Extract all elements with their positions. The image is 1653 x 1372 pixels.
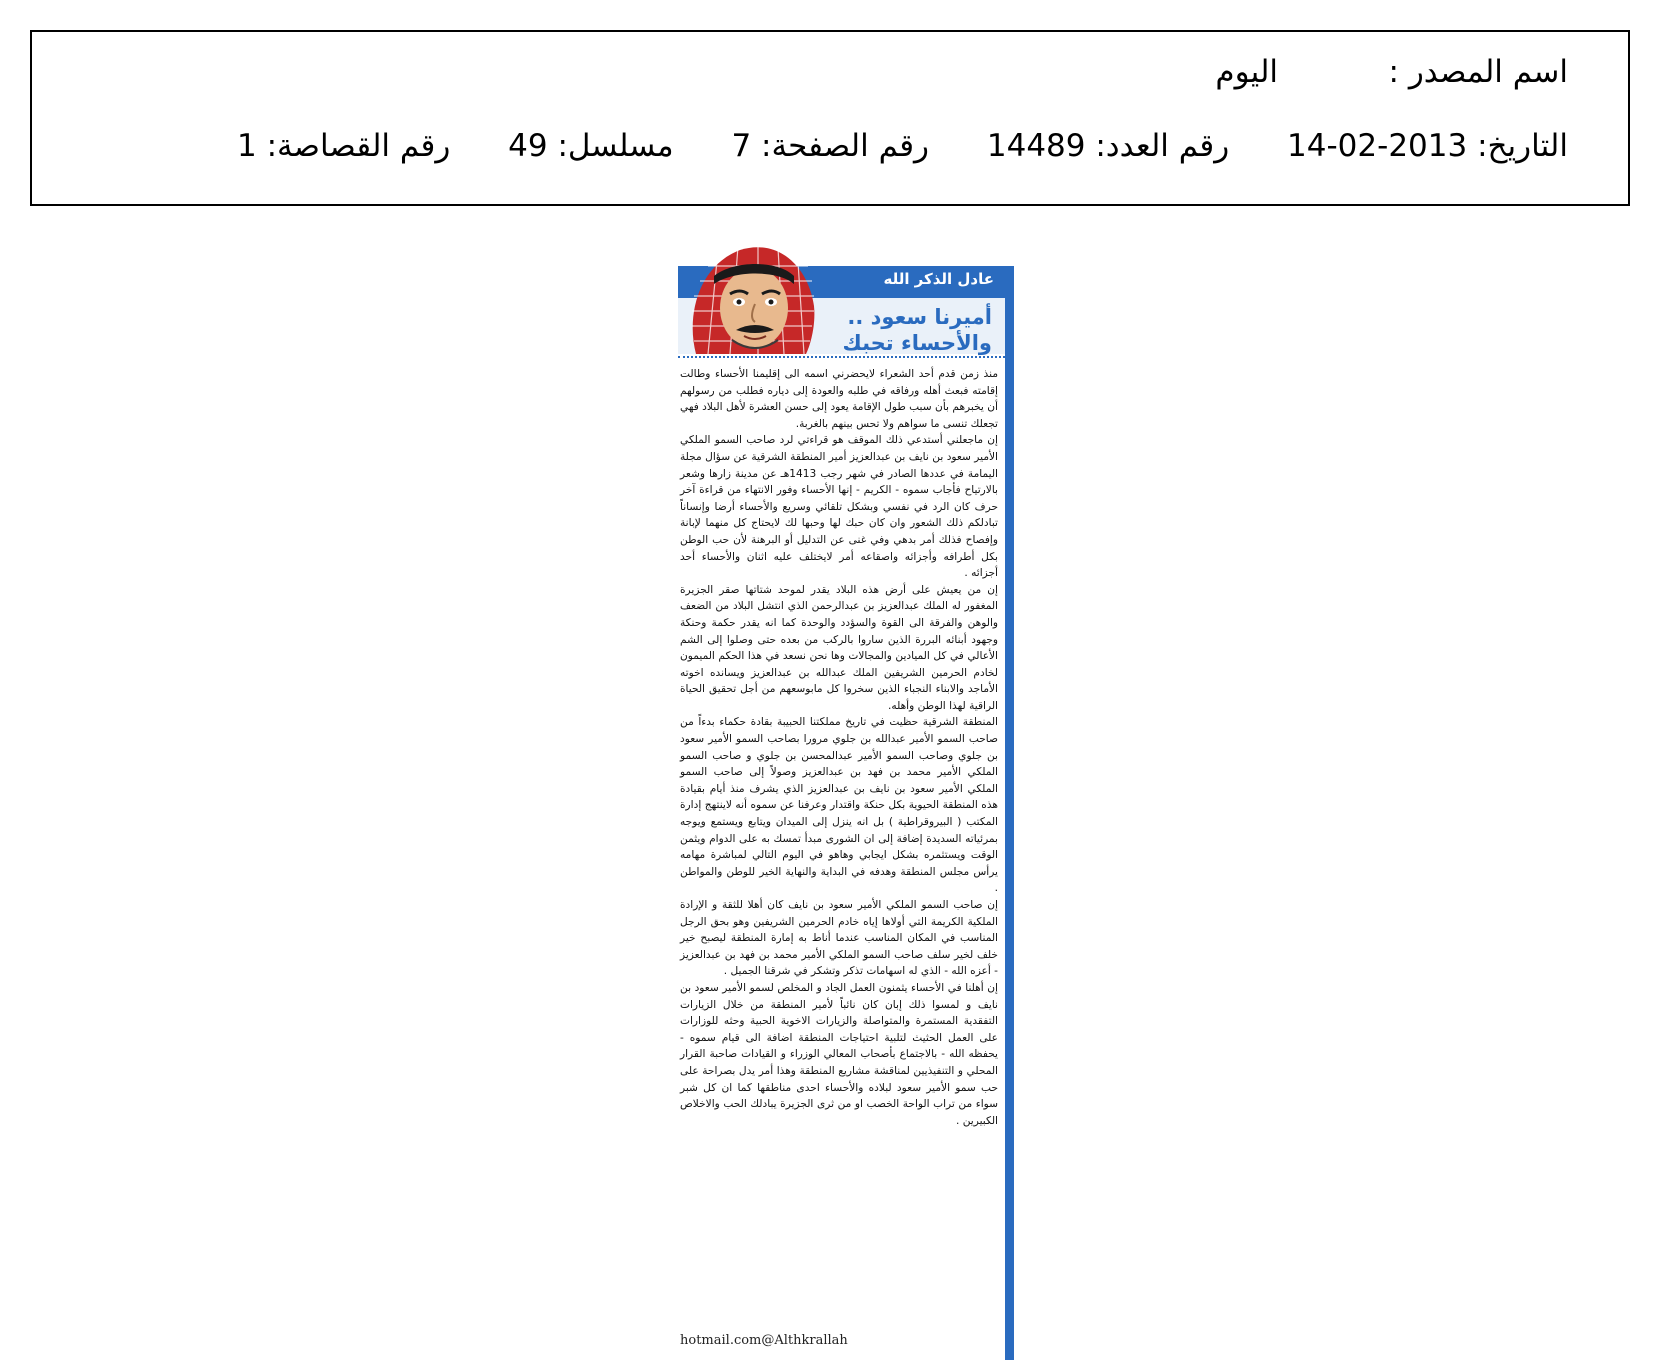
date-value: 2013-02-14 xyxy=(1287,128,1468,164)
metadata-box xyxy=(30,30,1630,206)
page-label: رقم الصفحة: xyxy=(761,128,930,164)
issue-label: رقم العدد: xyxy=(1095,128,1230,164)
article-paragraph-5: إن صاحب السمو الملكي الأمير سعود بن نايف كان أهلا للثقة و الإرادة الملكية الكريمة التي أولاها إياه خادم الحرمين الشريفين وهو بحق الرجل المناسب في المكان المناسب عندما أناط به إمارة المنطقة ليصبح خير خلف لخير سلف صاحب السمو الملكي الأمير محمد بن فهد بن عبدالعزيز - أعزه الله - الذي له اسهامات تذكر وتشكر في شرقنا الجميل . xyxy=(680,899,998,978)
serial-label: مسلسل: xyxy=(557,128,674,164)
source-row xyxy=(1215,54,1568,90)
serial-field xyxy=(508,128,673,164)
article-body xyxy=(680,366,998,1129)
page-value: 7 xyxy=(731,128,752,164)
date-field xyxy=(1287,128,1568,164)
article-paragraph-2: إن ماجعلني أستدعي ذلك الموقف هو قراءتي لرد صاحب السمو الملكي الأمير سعود بن نايف بن عبدالعزيز أمير المنطقة الشرقية عن سؤال مجلة اليمامة في عددها الصادر في شهر رجب 1413هـ عن مدينة زارها وشعر بالارتياح فأجاب سموه - الكريم - إنها الأحساء وفور الانتهاء من قراءة آخر حرف كان الرد في نفسي وبشكل تلقائي وسريع والأحساء أرضا وإنساناً تبادلكم ذلك الشعور وان كان حبك لها وحبها لك لايحتاج كل منهما لإبانة وإفصاح فذلك أمر بدهي وفي غنى عن التدليل أو البرهنة لأن حب الوطن بكل أطرافه وأجزائه واصقاعه أمر لايختلف عليه اثنان والأحساء أحد أجزائه . xyxy=(680,434,998,580)
article-paragraph-6: إن أهلنا في الأحساء يثمنون العمل الجاد و المخلص لسمو الأمير سعود بن نايف و لمسوا ذلك إبان كان نائباً لأمير المنطقة من خلال الزيارات التفقدية المستمرة والمتواصلة والزيارات الاخوية الحبية وحثه للوزارات على العمل الحثيث لتلبية احتياجات المنطقة اضافة الى قيام سموه - يحفظه الله - بالاجتماع بأصحاب المعالي الوزراء و القيادات صاحبة القرار المحلي و التنفيذيين لمناقشة مشاريع المنطقة وهذا أمر يدل بصراحة على حب سمو الأمير سعود لبلاده والأحساء احدى مناطقها كما ان كل شبر سواء من تراب الواحة الخصب او من ثرى الجزيرة يبادلك الحب والاخلاص الكبيرين . xyxy=(680,981,998,1127)
details-row xyxy=(237,128,1568,164)
headline xyxy=(843,304,992,356)
clip-field xyxy=(237,128,450,164)
serial-value: 49 xyxy=(508,128,548,164)
article-paragraph-3: إن من يعيش على أرض هذه البلاد يقدر لموحد شتاتها صقر الجزيرة المغفور له الملك عبدالعزيز بن عبدالرحمن الذي انتشل البلاد من الضعف والوهن والفرقة الى القوة والسؤدد والوحدة كما انه يقدر حكمة وحنكة وجهود أبنائه البررة الذين ساروا بالركب من بعده حتى وصلوا إلى الشم الأعالي في كل الميادين والمجالات وها نحن نسعد في هذا الحكم الميمون لخادم الحرمين الشريفين الملك عبدالله بن عبدالعزيز ويسانده اخوته الأماجد والابناء النجباء الذين سخروا كل مابوسعهم من أجل تحقيق الحياة الراقية لهذا الوطن وأهله. xyxy=(680,583,998,712)
article-paragraph-1: منذ زمن قدم أحد الشعراء لايحضرني اسمه الى إقليمنا الأحساء وطالت إقامته فبعث أهله ورفاقه في طلبه والعودة إلى دياره فطلب من رسولهم أن يخبرهم بأن سبب طول الإقامة يعود إلى حسن العشرة لأهل البلاد فهي تجعلك تنسى ما سواهم ولا تحس بينهم بالغربة. xyxy=(680,368,998,430)
headline-line-1: أميرنا سعود .. xyxy=(847,305,992,329)
author-portrait-icon xyxy=(678,236,818,356)
author-name: عادل الذكر الله xyxy=(883,270,994,288)
header-divider xyxy=(678,356,1005,358)
source-label: اسم المصدر : xyxy=(1388,54,1568,90)
author-email: hotmail.com@Althkrallah xyxy=(680,1333,848,1348)
column-header xyxy=(678,236,1014,358)
issue-value: 14489 xyxy=(986,128,1086,164)
issue-field xyxy=(987,128,1229,164)
headline-line-2: والأحساء تحبك xyxy=(842,331,992,355)
newspaper-clipping xyxy=(678,236,1014,1360)
article-paragraph-4: المنطقة الشرقية حظيت في تاريخ مملكتنا الحبيبة بقادة حكماء بدءاً من صاحب السمو الأمير عبدالله بن جلوي مرورا بصاحب السمو الأمير سعود بن جلوي وصاحب السمو الأمير عبدالمحسن بن جلوي و صاحب السمو الملكي الأمير محمد بن فهد بن عبدالعزيز وصولاً إلى صاحب السمو الملكي الأمير سعود بن نايف بن عبدالعزيز الذي يشرف منذ أيام بقيادة هذه المنطقة الحيوية بكل حنكة واقتدار وعرفنا عن سموه أنه لاينتهج إدارة المكتب ( البيروقراطية ) بل انه ينزل إلى الميدان ويتابع ويستمع ويوجه بمرئياته السديدة إضافة إلى ان الشورى مبدأ تمسك به على الدوام ويثمن الوقت ويستثمره بشكل ايجابي وهاهو في اليوم التالي لمباشرة مهامه يرأس مجلس المنطقة وهدفه في البداية والنهاية الخير للوطن والمواطن . xyxy=(680,716,998,895)
page-field xyxy=(731,128,929,164)
date-label: التاريخ: xyxy=(1477,128,1568,164)
clip-value: 1 xyxy=(236,128,257,164)
source-value: اليوم xyxy=(1215,54,1278,90)
column-rule xyxy=(1005,266,1014,1360)
clip-label: رقم القصاصة: xyxy=(266,128,451,164)
